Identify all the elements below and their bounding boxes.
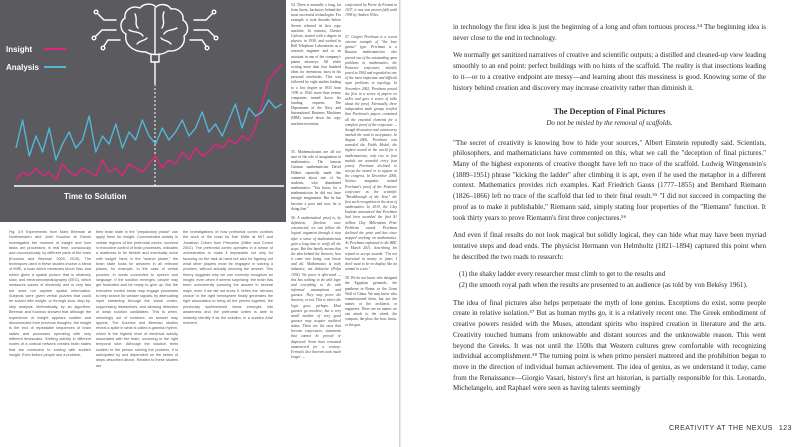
legend-swatch: [44, 48, 66, 50]
series-line-insight: [16, 64, 282, 180]
legend-swatch: [44, 66, 66, 68]
figure-legend: [6, 40, 66, 76]
footnote-56: 56. A mathematical proof is, by definition, flawless: once constructed, we can follow the logical argument through it step after a sense of mathematicians gain a long time to verify all the steps. But this hardly means that the idea behind the theorem, how it came into being, was linear and all. Mathematics is truly inductive, not deductive (Polya 1954). We prove it afterward — this has nothing to do with logic and everything to do with informed assumptions and guesses. They may prove the theorem, or not. This is where the logic goes, perhaps. Most guesses go nowhere, but a very small number of very good guesses may acquire mythical status. These are the ones that become conjectures, statements that cannot be proved or disproved. Some have remained unanswered for a century: Fermat's last theorem took much longer —: [291, 215, 341, 360]
brain-icon: [92, 4, 218, 84]
legend-item-analysis: [6, 58, 66, 76]
paragraph-1: in technology the first idea is just the beginning of a long and often tortuous process.⁵⁴ The beginning idea is never close to the end in technology.: [453, 23, 766, 42]
legend-label: Insight: [6, 44, 33, 54]
x-axis-label: Time to Solution: [64, 192, 127, 201]
footnotes-col-a-top: [291, 3, 341, 131]
paragraph-2: We normally get sanitized narratives of creative and scientific outputs; a distilled and cleaned-up view leading smoothly to an end point: perfect buildings with no hints of the scaffold. The reality is that insections leading to it—or to a creative endpoint are messy—and learning about this messiness is good. Knowing some of the history behind creation and discovery may increase creativity rather than diminish it.: [453, 51, 766, 92]
figure-caption-col-3: the investigations of how prefrontal cortex controls the work of the brain by Earl Miller at MIT and Jonathan Cohen from Princeton (Miller and Cohen 2001). The prefrontal cortex operates in a sense of orchestration to make it impossible not only for focusing on the task at hand but also for figuring out what other players must be engaged in solving a problem, without actually knowing the answer. This theory suggests why we can correctly recognize an insight, even when it seems surprising: the brain has been concurrently pursuing the answer in several ways, even if we did not know it. When the 'obvious choice' in the right hemisphere finally generates the right association to bring all the pieces together, the previously subthreshold ideas emerges into awareness and the prefrontal cortex is able to instantly identify it as the solution, in a sudden Aha! moment.: [183, 230, 273, 325]
body-text: [453, 22, 766, 394]
footnote-54: 54. There is normally a long, far from linear, backstory behind the most successful technologies. For example, it took decades before Steven released its first copy machine. In contrast, Chester Carlson, started with a degree in physics in 1930, and worked in Bell Telephone Laboratories as a research engineer and to an assistant in one of the company's patent attorneys. All while writing more than four hundred ideas for inventions, most in his personal notebooks. This was followed by eight studies leading to a low degree in 1933 from 1939 to 1944: more than twenty companies turned down his funding requests. The Department of the Navy and International Business Machines (IBM) turned down his copy machine invention.: [291, 3, 341, 126]
section-subtitle: Do not be misled by the removal of scaffolds.: [546, 118, 673, 127]
paragraph-3: "The secret of creativity is knowing how to hide your sources," Albert Einstein reputedly said. Scientists, philosophers, and mathematicians have commented on this, what we call the "deception of final pictures." Many of the highest exponents of creative thought have left no trace of the scaffold. Ludwig Wittgenstein's (1889–1951) phrase "kicking the ladder" after climbing it is apt, even if he used the metaphor in a different context. Mathematics provides rich examples. Karl Friedrich Gauss (1777–1855) and Bernhard Riemann (1826–1866) left no trace of the scaffold that led to their final result.⁵⁵ "I did not succeed in compacting the proof as to make it publishable," Riemann said, simply stating four properties of the "Riemann" function. It took thirty years to prove Riemann's first three conjectures.⁵⁶: [453, 138, 766, 222]
insight-analysis-figure: [0, 0, 286, 222]
running-head-title: CREATIVITY AT THE NEXUS: [669, 425, 773, 432]
footnotes-col-b: [345, 35, 397, 332]
list-item: (2) the smooth royal path when the results are presented to an audience (as told by von Bekésy 1961).: [459, 281, 748, 290]
paragraph-4: And even if final results do not look magical but solidly logical, they can hide what may have been myriad tentative steps and dead ends. The physicist Hermann von Helmholtz (1821–1894) captured this point when he described the two roads to research:: [453, 231, 766, 261]
footnote-58: 58. We do not know who designed the Egyptian pyramids, the pantheon in Rome, or the Great Wall of China. We may know who commissioned them, but not the names of the architects or engineers. There are no names we can attach to the wheel, the compass, the plow, the bow, knots, or the gun.: [345, 276, 397, 327]
running-head: [669, 425, 792, 432]
footnote-57: 57. Grigori Perelman is a recent extreme example of "the lone genius" type. Perelman is a Russian mathematician who proved one of the outstanding open problems in mathematics, the Poincaré conjecture, initially posed in 1904 and regarded as one of the most important and difficult open problems in topology. In November 2002, Perelman posted the first in a series of papers on arXiv and gave a series of talks about the proof. Eventually, three independent math groups verified that Perelman's papers contained all the essential elements for a complete proof of the conjecture — though discussion and controversy marked the road to acceptance. In August 2006, Perelman was awarded the Fields Medal, the highest award in the world for a mathematician, only two to four medals are awarded every four years). Perelman declined to accept the award or to appear at the congress. In December 2006, Science magazine named Perelman's proof of the Poincaré conjecture as the scientific "Breakthrough of the Year," the first such recognition in the area of mathematics. In 2010, the Clay Institute announced that Perelman had been awarded the first $1 million Clay Millennium Prize Problems award. Perelman declined the prize and has since stopped working on mathematics. As Perelman explained to the BBC in March 2011, describing his refusal to accept awards: "I'm not interested in money or fame; I don't want to be on display like an animal in a zoo.": [345, 35, 397, 272]
right-page: [401, 0, 800, 447]
page-number: 123: [778, 425, 793, 432]
figure-graphic: [0, 0, 286, 222]
footnotes-col-b-top: [345, 3, 397, 22]
legend-label: Analysis: [6, 62, 39, 72]
section-title: The Deception of Final Pictures: [553, 107, 666, 117]
figure-caption-col-2: their brain state in the "preparatory phase" can apply them for insight. Concentrated activity in certain regions of the prefrontal cortex, involved in executive control of brain processes, indicates a readiness to be flexible and eventually solve with insight. Next, in the "search phase," the brain state looks for answers in all relevant places, for example, in the case of verbal puzzles, in areas connected to speech and language. If the solution emerges, people may get frustrated and be ready to give up. But the executive control areas may engage processes to help search for weaker signals, by attenuating input streaming through the visual cortex, suppressing distractions, and allowing detection of weak solution candidates. This is when, seemingly out of nowhere, an answer may appear. The Kounios and Beeman studies reveal a spike in what is called a gamma rhythm, which is the highest level of electrical activity associated with the brain, occurring in the right temporal lobe. Although the solution feels sudden to the person solving the problem, it is anticipated by and dependent on the series of steps described above. Related to these studies are: [96, 230, 178, 368]
two-roads-list: [459, 269, 766, 290]
legend-item-insight: [6, 40, 66, 58]
figure-caption-col-1: Fig. 3.9 Experiments from Mark Beeman at Northwestern and John Kounios at Drexel investigated the moment of insight and how tasks are processed, in real time, consciously and unconsciously, by different parts of the brain (Kounios and Beeman 2009, 2015). The techniques used in these studies involve a blend of fMRI, a scan which measures blood flow, and which gives a spatial picture that is relatively slow, and electroencephalography (EEG), which measures waves of electricity and is very fast but does not capture spatial information. Subjects were given verbal puzzles that could be solved with insight, or through slow, step-by-step analysis. Methodically, by an algorithm, Beeman and Kounios showed that although the experience of insight appears sudden and disconnected from previous thoughts, the insight is the end of repeatable sequences of brain states and processes operating with very different timescales. Shifting activity in different nodes of a cortical network creates brain states that are conducive to solving with sudden insight. Even before people see a problem,: [9, 230, 91, 357]
footnote-56-continued: conjectured by Pierre de Fermat in 1637, it was was proven fully until 1995 by Andrew Wiles.: [345, 3, 397, 18]
paragraph-5: The idea of final pictures also helps perpetuate the myth of lone genius. Exceptions do exist, some people create in relative isolation.⁵⁷ But as human myths go, it is a relatively recent one. The Greek embodiment of creative powers resided with the Muses, attendant spirits who inspired creation in literature and the arts. Creativity touched humans from unknowable and distant sources and the unknowable reason. This went beyond the Greeks. It was not until the 1500s that Western cultures grew comfortable with recognizing individual accomplishment.⁵⁸ The turning point is when primo pensieri mattered and the prohibition began to move in the direction of individual human achievement. The idea of genius, as we understand it today, came from the Renaissance—Giorgio Vasari, history's first art historian, is partially responsible for this. Leonardo, Michelangelo, and Raphael were seen as having talents seemingly: [453, 298, 766, 393]
series-line-analysis: [16, 100, 282, 160]
footnotes-col-a: [291, 150, 341, 364]
footnote-55: 55. Mathematicians are all too sure of the role of imagination in mathematics. The famous German mathematician David Hilbert reputedly made this comment about one of his students, who abandoned mathematics: "You know, for a mathematician he did not have enough imagination. But he has become a poet and now he is doing fine.": [291, 150, 341, 211]
list-item: (1) the shaky ladder every researcher must climb to get to the results and: [459, 270, 666, 279]
